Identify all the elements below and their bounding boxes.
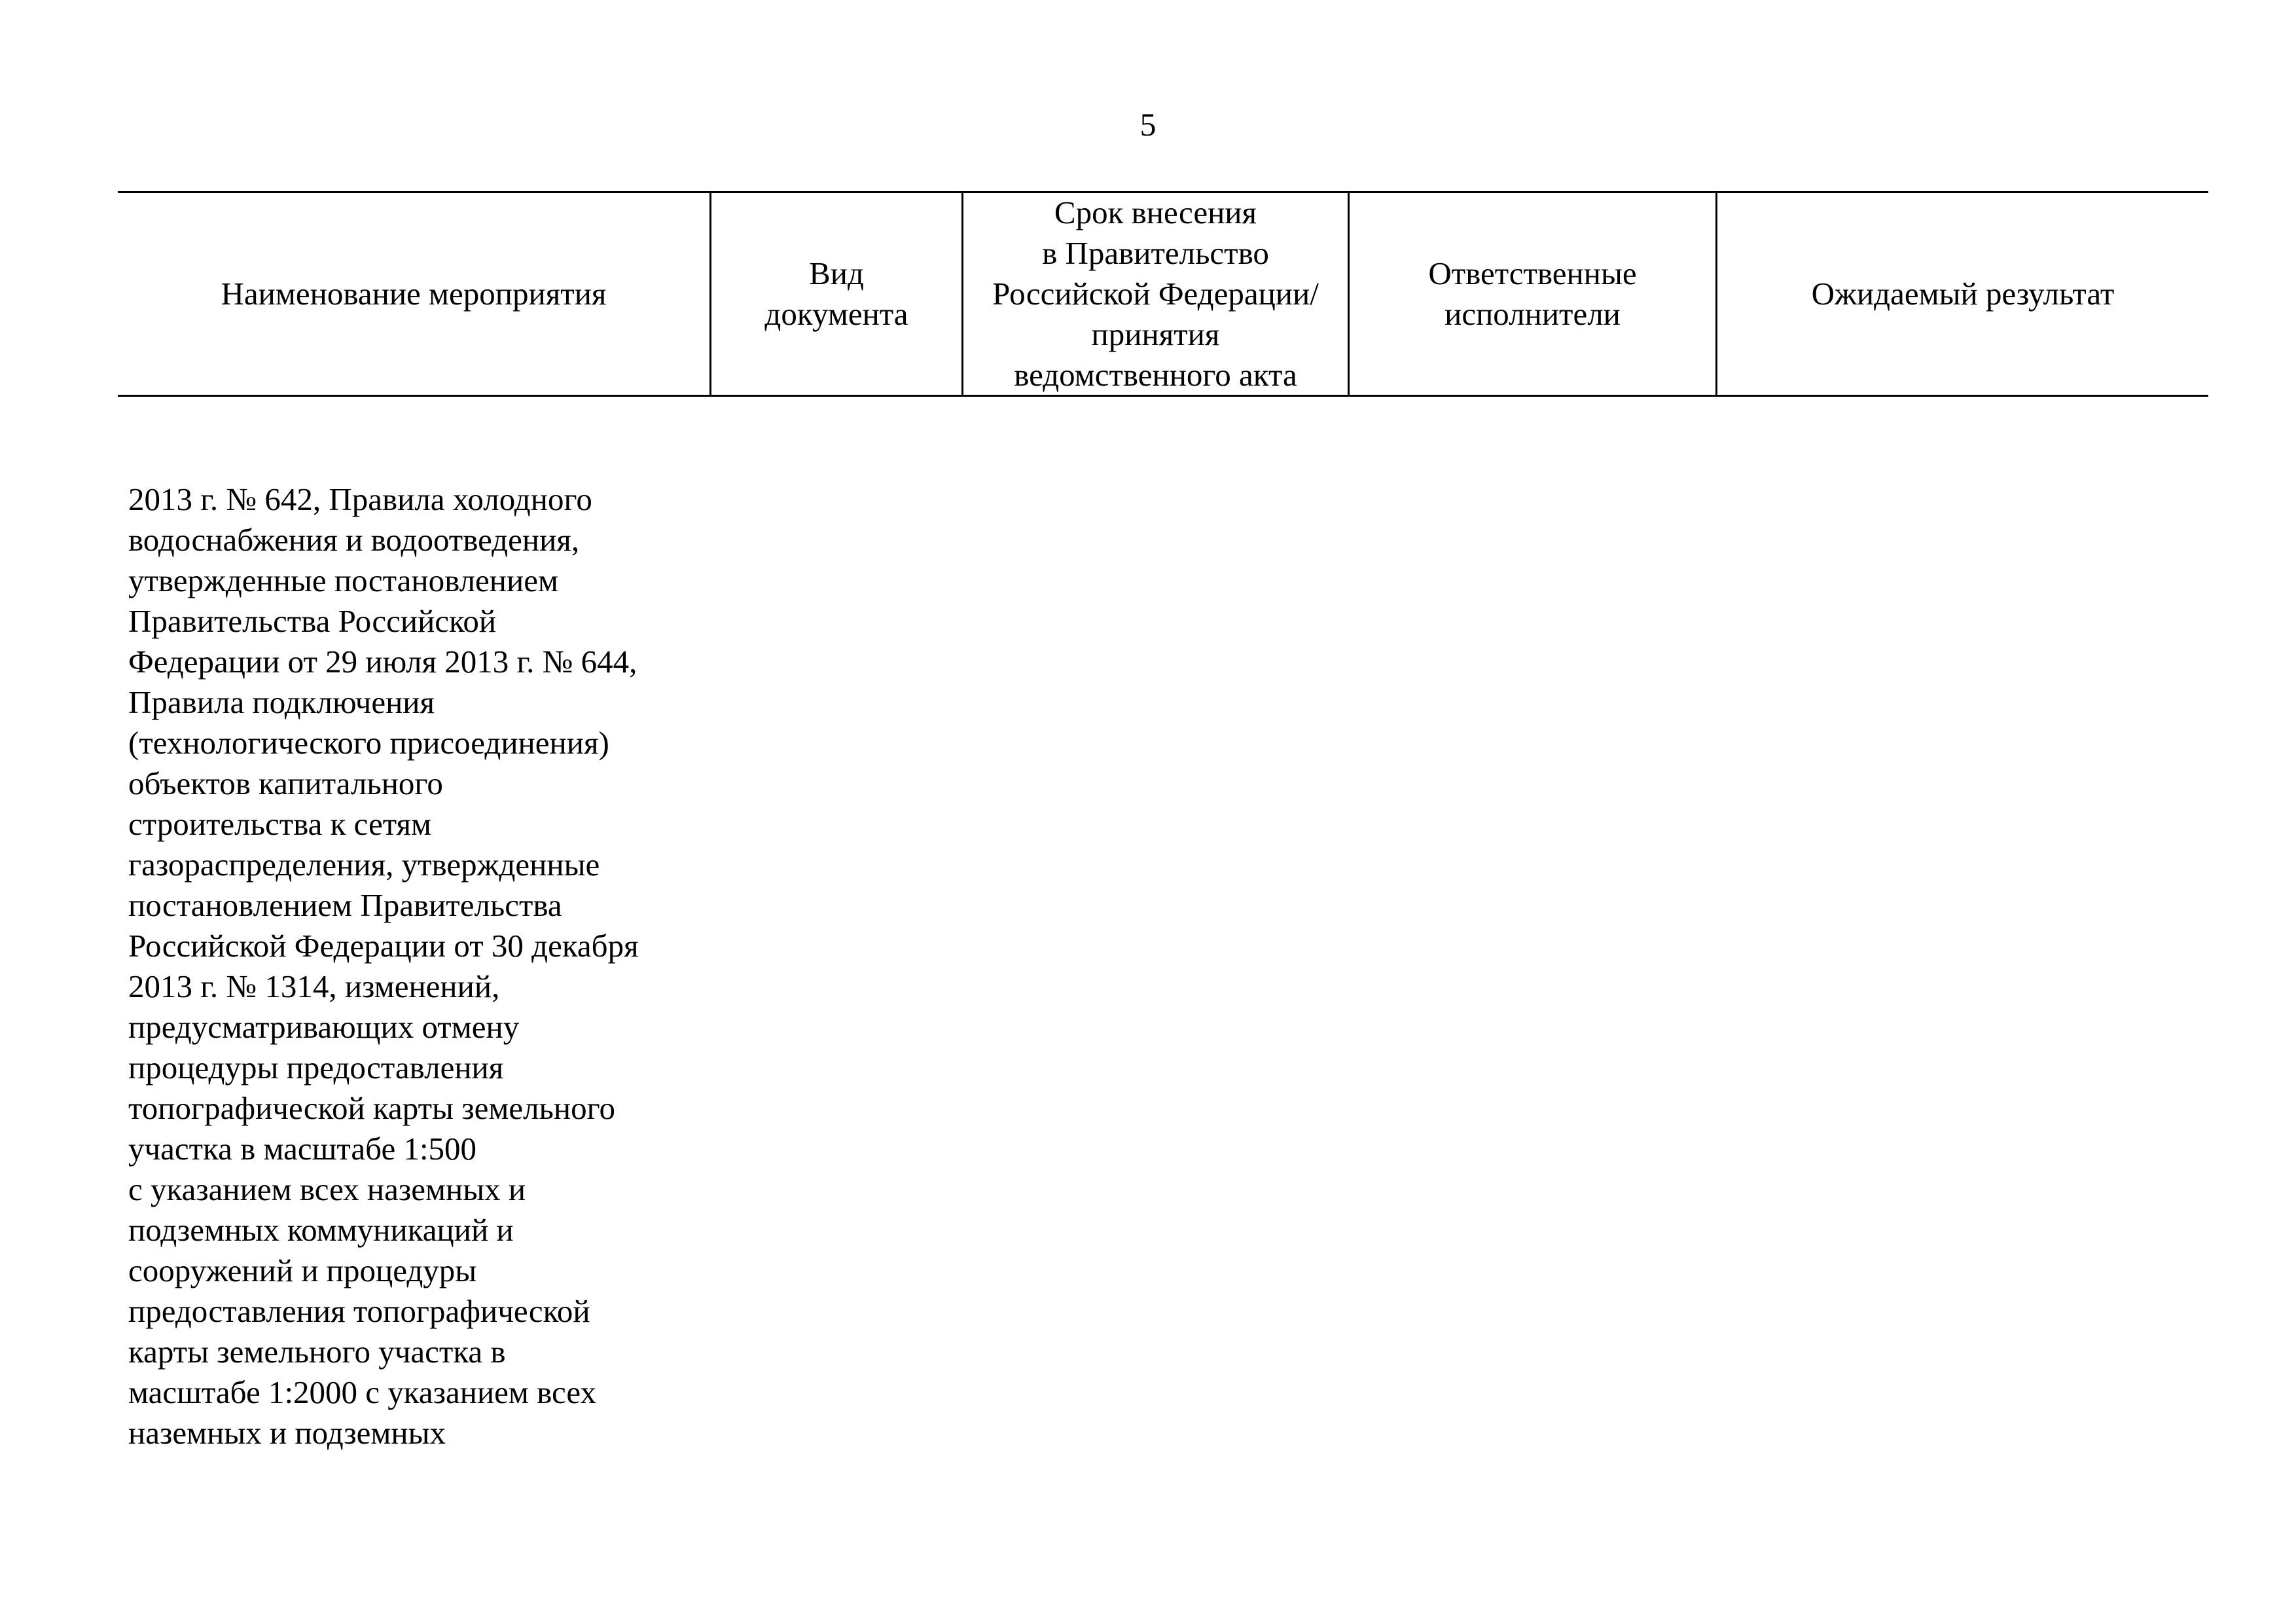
text-line: участка в масштабе 1:500 — [128, 1131, 477, 1167]
text-line: 2013 г. № 1314, изменений, — [128, 968, 500, 1004]
text-line: сооружений и процедуры — [128, 1252, 477, 1288]
header-event-name: Наименование мероприятия — [221, 276, 607, 312]
text-line: строительства к сетям — [128, 806, 432, 842]
header-deadline: Срок внесения в Правительство Российской Федерации/ принятия ведомственного акта — [961, 193, 1348, 395]
text-line: утвержденные постановлением — [128, 562, 558, 598]
text-line: водоснабжения и водоотведения, — [128, 522, 580, 558]
text-line: (технологического присоединения) — [128, 725, 609, 761]
text-line: наземных и подземных — [128, 1415, 446, 1451]
text-line: Российской Федерации от 30 декабря — [128, 928, 639, 964]
text-line: процедуры предоставления — [128, 1049, 504, 1085]
table-header — [118, 191, 2208, 397]
header-expected-result: Ожидаемый результат — [1715, 193, 2208, 395]
text-line: с указанием всех наземных и — [128, 1171, 526, 1207]
page-number: 5 — [1139, 106, 1157, 143]
header-responsible: Ответственные исполнители — [1348, 193, 1715, 395]
text-line: постановлением Правительства — [128, 887, 562, 923]
event-name-cell — [128, 479, 717, 1453]
text-line: Правила подключения — [128, 684, 435, 720]
text-line: Правительства Российской — [128, 603, 497, 639]
text-line: масштабе 1:2000 с указанием всех — [128, 1374, 596, 1410]
text-line: газораспределения, утвержденные — [128, 847, 600, 883]
text-line: предоставления топографической — [128, 1293, 590, 1329]
header-document-type: Вид документа — [709, 193, 961, 395]
text-line: предусматривающих отмену — [128, 1009, 520, 1045]
text-line: объектов капитального — [128, 765, 443, 801]
text-line: карты земельного участка в — [128, 1334, 506, 1370]
text-line: топографической карты земельного — [128, 1090, 615, 1126]
text-line: 2013 г. № 642, Правила холодного — [128, 481, 592, 517]
text-line: подземных коммуникаций и — [128, 1212, 514, 1248]
text-line: Федерации от 29 июля 2013 г. № 644, — [128, 644, 637, 680]
